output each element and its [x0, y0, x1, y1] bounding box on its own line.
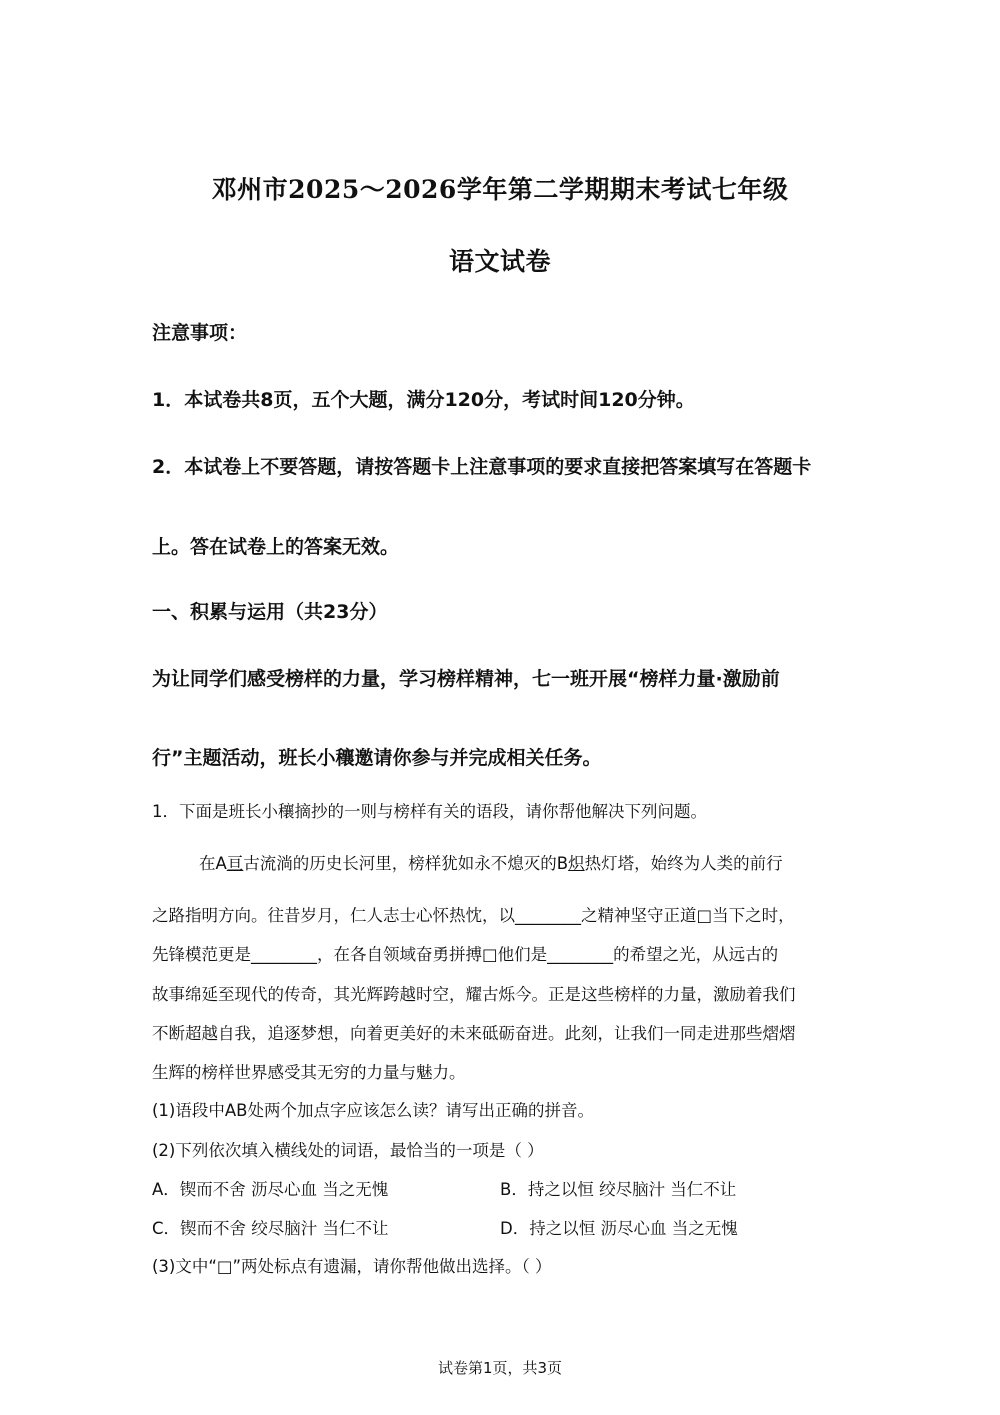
- question-1-stem: 1．下面是班长小穰摘抄的一则与榜样有关的语段，请你帮他解决下列问题。: [152, 802, 707, 821]
- passage-line-6: 生辉的榜样世界感受其无穷的力量与魅力。: [152, 1063, 466, 1082]
- passage-text: 古流淌的历史长河里，榜样犹如永不熄灭的B: [243, 854, 569, 873]
- sub-question-2: (2)下列依次填入横线处的词语，最恰当的一项是（ ）: [152, 1141, 544, 1160]
- exam-subtitle: 语文试卷: [448, 247, 551, 276]
- notes-item-1: 1．本试卷共8页，五个大题，满分120分，考试时间120分钟。: [152, 389, 695, 411]
- notes-item-2-line-2: 上。答在试卷上的答案无效。: [152, 536, 400, 558]
- passage-line-2: 之路指明方向。往昔岁月，仁人志士心怀热忱，以________之精神坚守正道□当下之时，: [152, 906, 795, 925]
- sub-question-3: (3)文中“□”两处标点有遗漏，请你帮他做出选择。（ ）: [152, 1257, 552, 1276]
- notes-heading: 注意事项：: [152, 322, 248, 344]
- option-c: C．锲而不舍 绞尽脑汁 当仁不让: [152, 1219, 389, 1238]
- passage-text: 在A: [199, 854, 227, 873]
- sub-question-1: (1)语段中AB处两个加点字应该怎么读？请写出正确的拼音。: [152, 1101, 594, 1120]
- passage-line-5: 不断超越自我，追逐梦想，向着更美好的未来砥砺奋进。此刻，让我们一同走进那些熠熠: [152, 1024, 796, 1043]
- passage-text: 热灯塔，始终为人类的前行: [584, 854, 783, 873]
- notes-item-2-line-1: 2．本试卷上不要答题，请按答题卡上注意事项的要求直接把答案填写在答题卡: [152, 456, 812, 478]
- section-1-intro-line-1: 为让同学们感受榜样的力量，学习榜样精神，七一班开展“榜样力量·激励前: [152, 668, 780, 690]
- passage-line-3: 先锋模范更是________，在各自领域奋勇拼搏□他们是________的希望之光，从远古的: [152, 945, 779, 964]
- section-1-heading: 一、积累与运用（共23分）: [152, 601, 388, 623]
- option-b: B．持之以恒 绞尽脑汁 当仁不让: [500, 1180, 737, 1199]
- dotted-char-a: 亘: [226, 854, 244, 873]
- page-footer: 试卷第1页，共3页: [437, 1359, 563, 1377]
- dotted-char-b: 炽: [568, 854, 585, 873]
- passage-line-1: [199, 850, 783, 874]
- exam-title: 邓州市2025～2026学年第二学期期末考试七年级: [211, 175, 789, 204]
- section-1-intro-line-2: 行”主题活动，班长小穰邀请你参与并完成相关任务。: [152, 747, 602, 769]
- option-d: D．持之以恒 沥尽心血 当之无愧: [500, 1219, 738, 1238]
- option-a: A．锲而不舍 沥尽心血 当之无愧: [152, 1180, 389, 1199]
- passage-line-4: 故事绵延至现代的传奇，其光辉跨越时空，耀古烁今。正是这些榜样的力量，激励着我们: [152, 985, 796, 1004]
